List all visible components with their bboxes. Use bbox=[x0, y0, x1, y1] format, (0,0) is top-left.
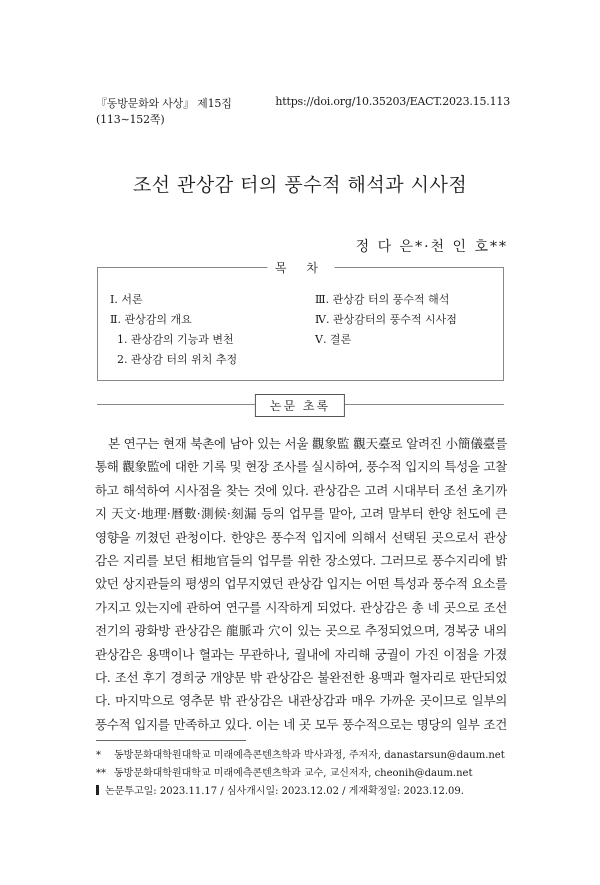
toc-item: Ⅱ. 관상감의 개요 bbox=[110, 313, 192, 326]
author-line: 정 다 은*·천 인 호** bbox=[355, 239, 508, 255]
toc-left-column bbox=[110, 290, 237, 370]
abstract-body: 본 연구는 현재 북촌에 남아 있는 서울 觀象監 觀天臺로 알려진 小簡儀臺를 통해 觀象監에 대한 기록 및 현장 조사를 실시하여, 풍수적 입지의 특성을 고찰하고 해석하여 시사점을 찾는 것에 있다. 관상감은 고려 시대부터 조선 초기까지 天文·地理·曆數·測候·刻漏 등의 업무를 맡아, 고려 말부터 한양 천도에 큰 영향을 끼쳤던 관청이다. 한양은 풍수적 입지에 의해서 선택된 곳으로서 관상감은 지리를 보던 相地官들의 업무를 위한 장소였다. 그러므로 풍수지리에 밝았던 상지관들의 평생의 업무지였던 관상감 입지는 어떤 특성과 풍수적 요소를 가지고 있는지에 관하여 연구를 시작하게 되었다. 관상감은 총 네 곳으로 조선전기의 광화방 관상감은 龍脈과 穴이 있는 곳으로 추정되었으며, 경복궁 내의 관상감은 용맥이나 혈과는 무관하나, 궐내에 자리해 궁궐이 가진 이점을 가졌다. 조선 후기 경희궁 개양문 밖 관상감은 불완전한 용맥과 혈자리로 판단되었다. 마지막으로 영추문 밖 관상감은 내관상감과 매우 가까운 곳이므로 일부의 풍수적 입지를 만족하고 있다. 이는 네 곳 모두 풍수적으로는 명당의 일부 조건 bbox=[95, 436, 507, 732]
doi-link[interactable]: https://doi.org/10.35203/EACT.2023.15.113 bbox=[275, 95, 510, 108]
table-of-contents bbox=[97, 261, 504, 381]
footnotes bbox=[96, 747, 516, 801]
abstract-heading: 논문 초록 bbox=[255, 394, 345, 417]
toc-heading: 목 차 bbox=[267, 259, 334, 276]
toc-item: Ⅴ. 결론 bbox=[315, 333, 352, 346]
footnote-mark: * bbox=[96, 750, 101, 761]
footnote-text: 논문투고일: 2023.11.17 / 심사개시일: 2023.12.02 / 게재확정일: 2023.12.09. bbox=[105, 786, 464, 797]
footnote-author1 bbox=[96, 747, 516, 765]
footnote-text: 동방문화대학원대학교 미래예측콘텐츠학과 교수, 교신저자, cheonih@daum.net bbox=[114, 768, 473, 779]
toc-subitem: 1. 관상감의 기능과 변천 bbox=[117, 333, 234, 346]
footnote-text: 동방문화대학원대학교 미래예측콘텐츠학과 박사과정, 주저자, danastarsun@daum.net bbox=[114, 750, 505, 761]
journal-citation: 『동방문화와 사상』 제15집(113∼152쪽) bbox=[96, 97, 232, 126]
toc-item: Ⅰ. 서론 bbox=[110, 293, 143, 306]
running-header bbox=[96, 95, 510, 127]
footnote-dates bbox=[96, 783, 516, 801]
toc-right-column bbox=[315, 290, 457, 350]
toc-item: Ⅲ. 관상감 터의 풍수적 해석 bbox=[315, 293, 450, 306]
footnote-mark: ** bbox=[96, 768, 106, 779]
footnote-author2 bbox=[96, 765, 516, 783]
toc-subitem: 2. 관상감 터의 위치 추정 bbox=[117, 353, 238, 366]
footnote-rule bbox=[96, 740, 246, 741]
bullet-bar-icon bbox=[96, 785, 99, 795]
paper-title: 조선 관상감 터의 풍수적 해석과 시사점 bbox=[132, 174, 468, 196]
toc-item: Ⅳ. 관상감터의 풍수적 시사점 bbox=[315, 313, 457, 326]
